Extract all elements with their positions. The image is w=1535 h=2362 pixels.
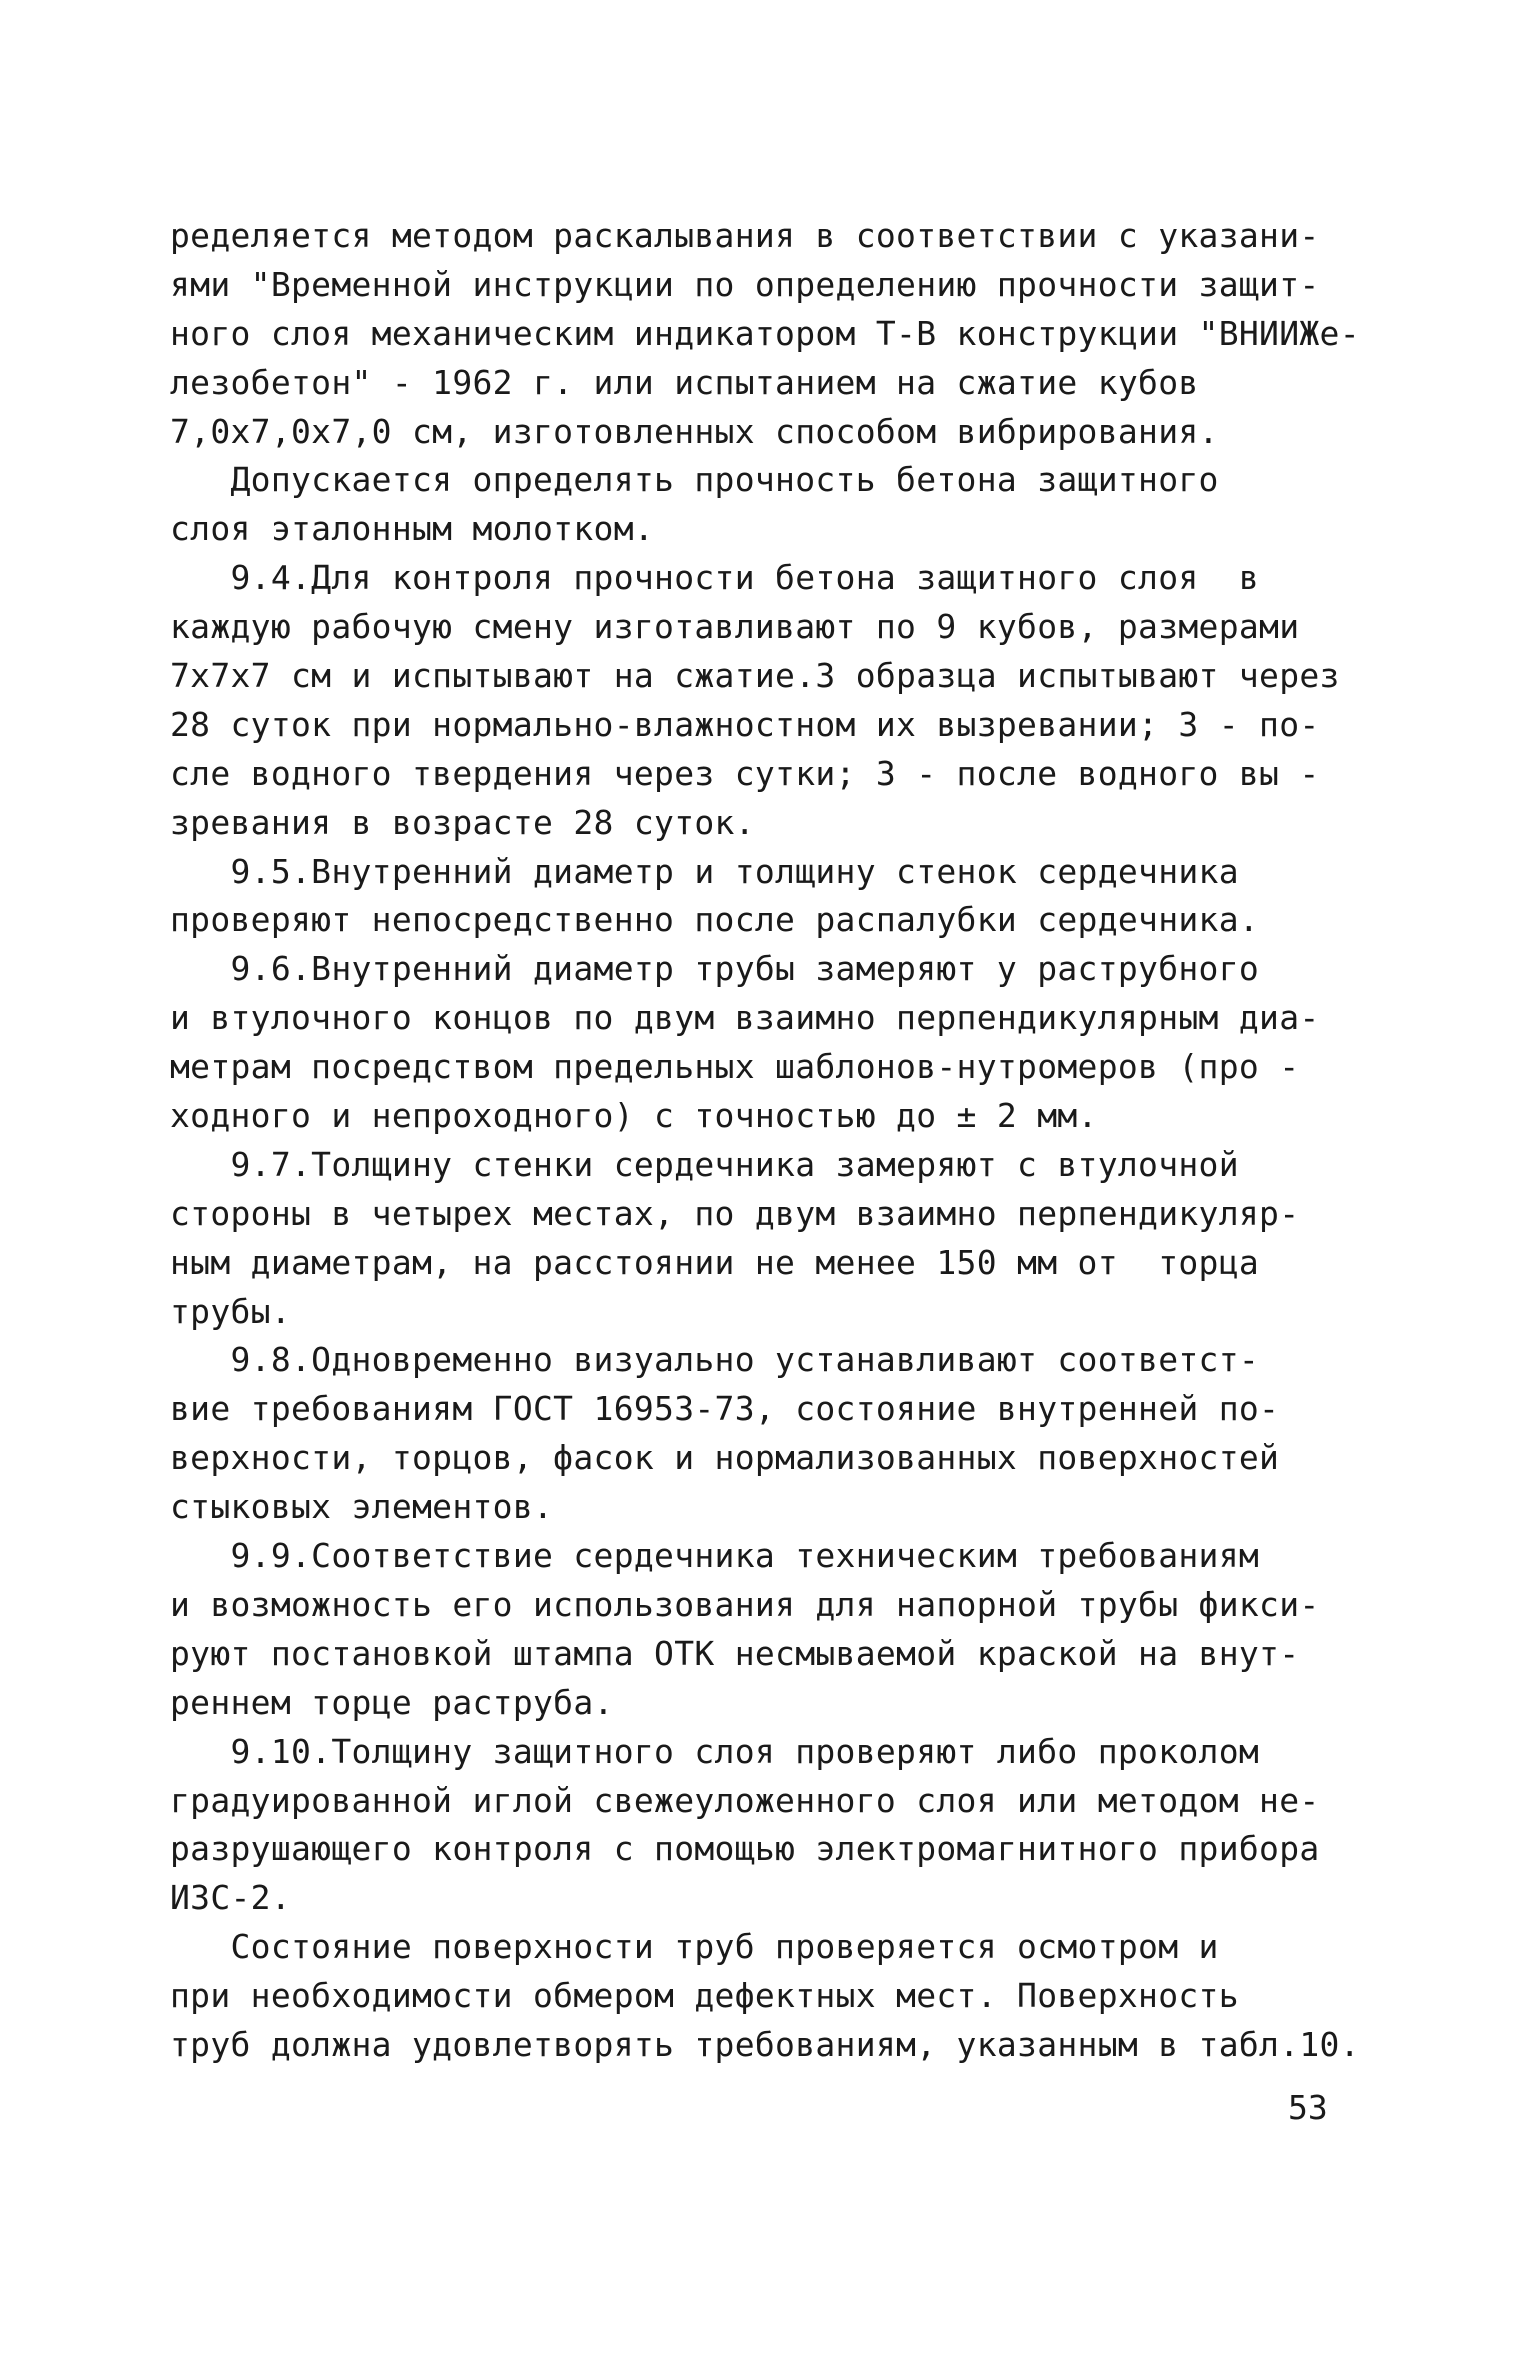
text-line: 9.10.Толщину защитного слоя проверяют либо проколом — [170, 1731, 1260, 1771]
text-line: 9.9.Соответствие сердечника техническим требованиям — [170, 1536, 1260, 1576]
text-line: стороны в четырех местах, по двум взаимно перпендикуляр- — [170, 1193, 1300, 1233]
text-line: градуированной иглой свежеуложенного слоя или методом не- — [170, 1780, 1320, 1820]
text-line: Состояние поверхности труб проверяется осмотром и — [170, 1927, 1219, 1967]
text-line: ИЗС-2. — [170, 1878, 292, 1918]
text-line: каждую рабочую смену изготавливают по 9 кубов, размерами — [170, 607, 1300, 647]
text-line: вие требованиям ГОСТ 16953-73, состояние внутренней по- — [170, 1389, 1280, 1429]
text-line: проверяют непосредственно после распалубки сердечника. — [170, 900, 1260, 940]
text-line: ным диаметрам, на расстоянии не менее 150 мм от торца — [170, 1242, 1260, 1282]
text-line: лезобетон" - 1962 г. или испытанием на сжатие кубов — [170, 362, 1199, 402]
text-line: Допускается определять прочность бетона защитного — [170, 460, 1219, 500]
text-line: 28 суток при нормально-влажностном их вызревании; 3 - по- — [170, 704, 1320, 744]
body-text — [170, 212, 1360, 2070]
text-line: и возможность его использования для напорной трубы фикси- — [170, 1584, 1320, 1624]
text-line: сле водного твердения через сутки; 3 - после водного вы - — [170, 753, 1320, 793]
text-line: при необходимости обмером дефектных мест. Поверхность — [170, 1976, 1239, 2016]
text-line: верхности, торцов, фасок и нормализованных поверхностей — [170, 1438, 1280, 1478]
text-line: ями "Временной инструкции по определению прочности защит- — [170, 264, 1320, 304]
text-line: ходного и непроходного) с точностью до ± 2 мм. — [170, 1096, 1098, 1136]
text-line: ределяется методом раскалывания в соответствии с указани- — [170, 216, 1320, 255]
text-line: метрам посредством предельных шаблонов-нутромеров (про - — [170, 1047, 1300, 1087]
text-line: ного слоя механическим индикатором Т-В конструкции "ВНИИЖе- — [170, 313, 1360, 353]
text-line: зревания в возрасте 28 суток. — [170, 802, 755, 842]
text-line: стыковых элементов. — [170, 1487, 554, 1527]
text-line: 9.7.Толщину стенки сердечника замеряют с втулочной — [170, 1144, 1239, 1184]
text-line: труб должна удовлетворять требованиям, указанным в табл.10. — [170, 2024, 1360, 2064]
text-line: 9.5.Внутренний диаметр и толщину стенок сердечника — [170, 851, 1239, 891]
text-line: 9.4.Для контроля прочности бетона защитного слоя в — [170, 558, 1260, 598]
text-line: 9.8.Одновременно визуально устанавливают соответст- — [170, 1340, 1260, 1380]
text-line: реннем торце раструба. — [170, 1682, 614, 1722]
text-line: трубы. — [170, 1291, 292, 1331]
text-line: 7х7х7 см и испытывают на сжатие.3 образца испытывают через — [170, 656, 1340, 696]
text-line: разрушающего контроля с помощью электромагнитного прибора — [170, 1829, 1320, 1869]
text-line: и втулочного концов по двум взаимно перпендикулярным диа- — [170, 998, 1320, 1038]
text-line: руют постановкой штампа ОТК несмываемой краской на внут- — [170, 1633, 1300, 1673]
text-line: слоя эталонным молотком. — [170, 509, 655, 549]
text-line: 9.6.Внутренний диаметр трубы замеряют у раструбного — [170, 949, 1260, 989]
page-number: 53 — [1288, 2088, 1328, 2127]
text-line: 7,0х7,0х7,0 см, изготовленных способом вибрирования. — [170, 411, 1219, 451]
